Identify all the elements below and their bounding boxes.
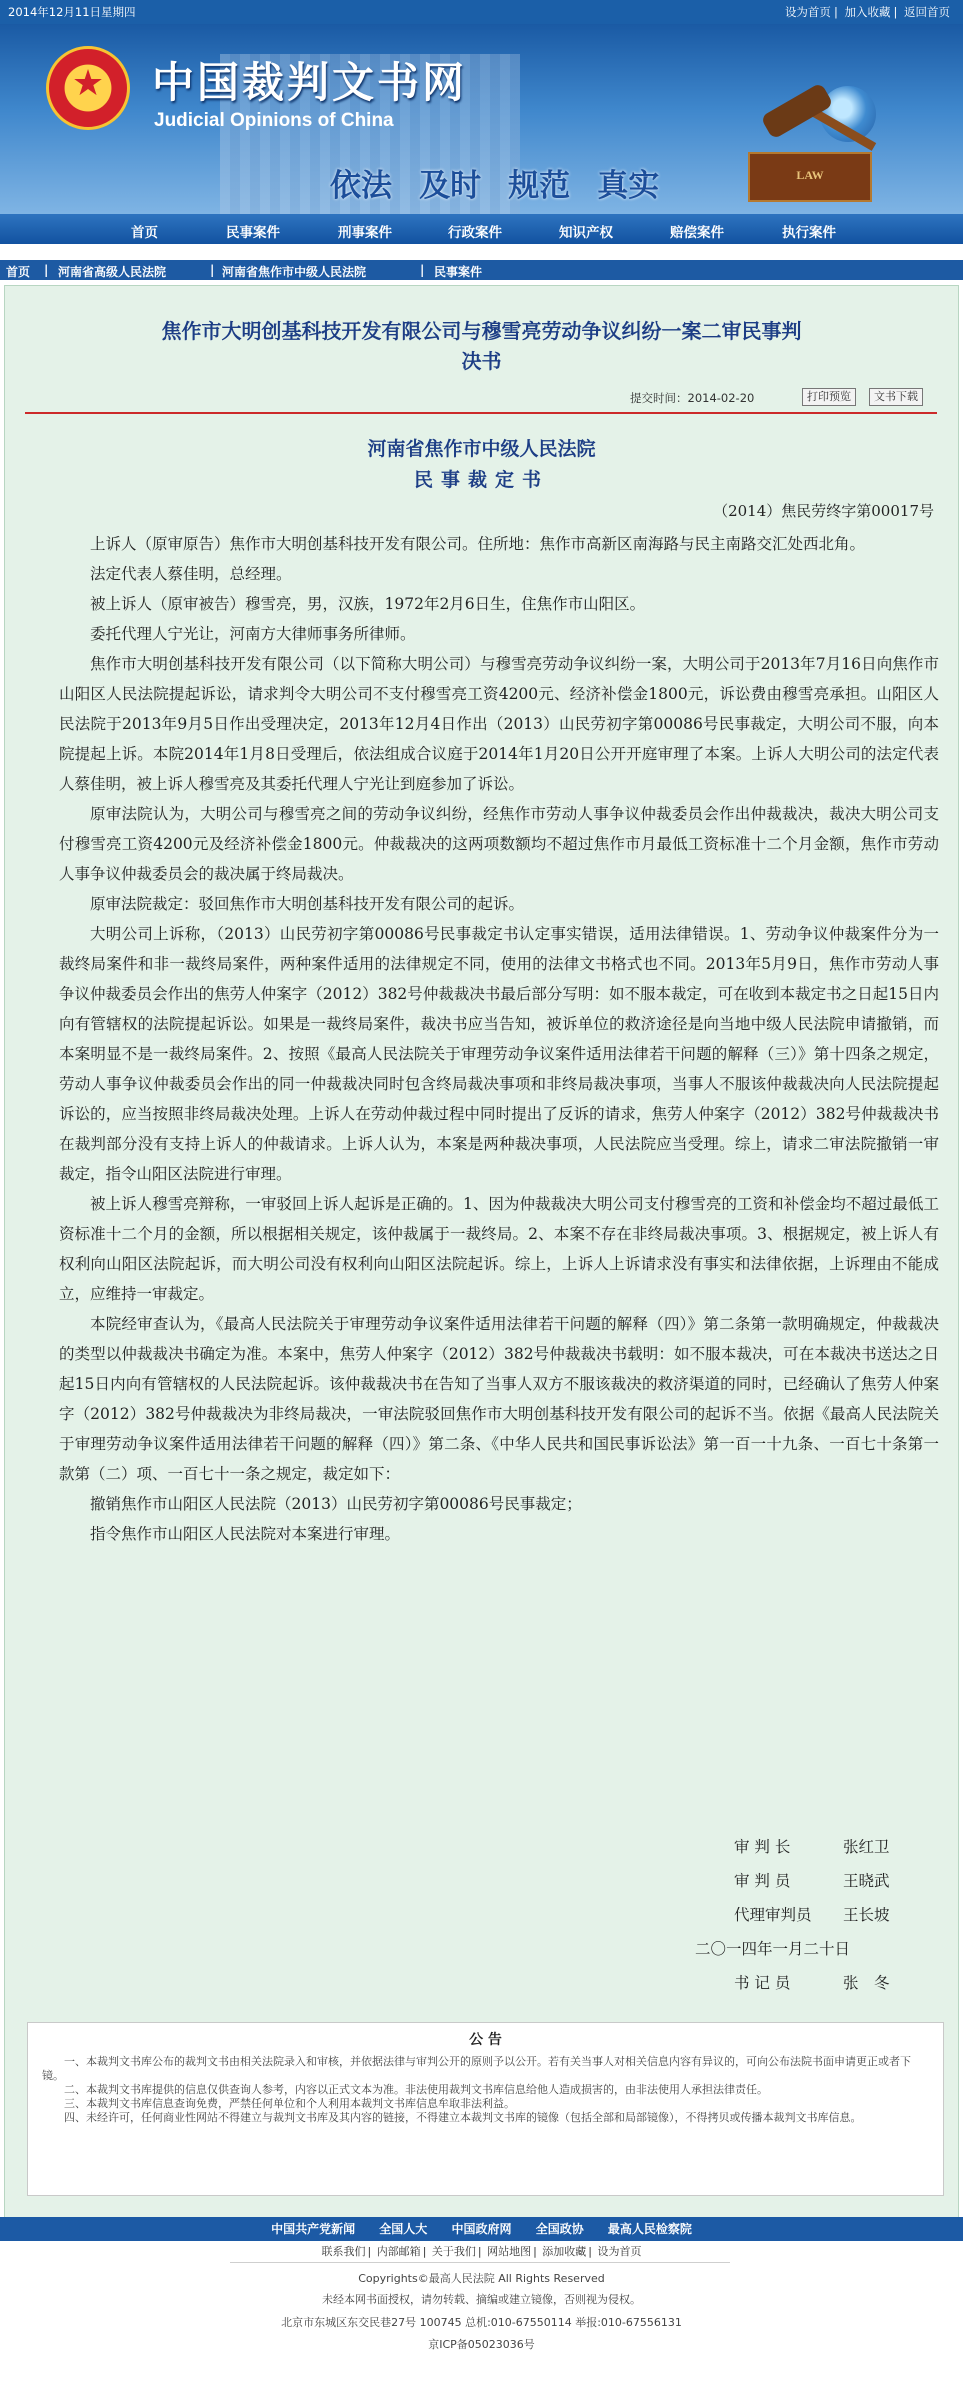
slogan-4: 真实: [597, 168, 660, 204]
download-button[interactable]: 文书下载: [869, 388, 923, 406]
about-link[interactable]: 关于我们: [431, 2245, 476, 2258]
document-meta: [25, 386, 938, 408]
breadcrumb-high-court[interactable]: 河南省高级人民法院: [58, 265, 167, 279]
notice-title: 公 告: [469, 2032, 502, 2048]
nav-execution[interactable]: 执行案件: [782, 225, 836, 241]
notice-item: 一、本裁判文书库公布的裁判文书由相关法院录入和审核，并依据法律与审判公开的原则予以公开。若有关当事人对相关信息内容有异议的，可向公布法院书面申请更正或者下镜。: [42, 2055, 911, 2082]
breadcrumb-home[interactable]: 首页: [6, 265, 31, 279]
add-favorite-link[interactable]: 加入收藏: [844, 5, 891, 19]
slogans: [330, 160, 681, 205]
law-book-label: LAW: [796, 168, 824, 182]
print-preview-button[interactable]: 打印预览: [802, 388, 856, 406]
signature-role: 书 记 员: [734, 1974, 791, 1992]
signature-name: 张 冬: [843, 1974, 890, 1992]
set-homepage-link[interactable]: 设为首页: [784, 5, 831, 19]
footer-link-cppcc[interactable]: 全国政协: [535, 2222, 584, 2236]
breadcrumb-intermediate-court[interactable]: 河南省焦作市中级人民法院: [222, 265, 367, 279]
paragraph: 委托代理人宁光让，河南方大律师事务所律师。: [90, 625, 416, 643]
judgment-date: 二〇一四年一月二十日: [695, 1940, 851, 1958]
document-title-line-2: 决书: [461, 349, 502, 373]
internal-mail-link[interactable]: 内部邮箱: [376, 2245, 421, 2258]
nav-home[interactable]: 首页: [131, 225, 158, 241]
document-body: [59, 529, 939, 1549]
paragraph: 被上诉人穆雪亮辩称，一审驳回上诉人起诉是正确的。1、因为仲裁裁决大明公司支付穆雪亮的工资和补偿金均不超过最低工资标准十二个月的金额，所以根据相关规定，该仲裁属于一裁终局。2、本案不存在非终局裁决事项。3、根据规定，被上诉人有权利向山阳区法院起诉，而大明公司没有权利向山阳区法院起诉。综上，上诉人上诉请求没有事实和法律依据，上诉理由不能成立，应维持一审裁定。: [59, 1195, 939, 1303]
paragraph: 法定代表人蔡佳明，总经理。: [90, 565, 292, 583]
breadcrumb: 首页 | 河南省高级人民法院 | 河南省焦作市中级人民法院 | 民事案件: [0, 260, 963, 280]
footer-link-cpc-news[interactable]: 中国共产党新闻: [271, 2222, 356, 2236]
nav-ip[interactable]: 知识产权: [559, 225, 613, 241]
document-title: [45, 316, 918, 376]
notice-item: 二、本裁判文书库提供的信息仅供查询人参考，内容以正式文本为准。非法使用裁判文书库信息给他人造成损害的，由非法使用人承担法律责任。: [64, 2083, 768, 2096]
court-name: 河南省焦作市中级人民法院: [367, 438, 596, 460]
add-favorite-footer-link[interactable]: 添加收藏: [542, 2245, 587, 2258]
law-book-icon: [748, 152, 872, 202]
paragraph: 焦作市大明创基科技开发有限公司（以下简称大明公司）与穆雪亮劳动争议纠纷一案，大明公司于2013年7月16日向焦作市山阳区人民法院提起诉讼，请求判令大明公司不支付穆雪亮工资4200元、经济补偿金1800元，诉讼费由穆雪亮承担。山阳区人民法院于2013年9月5日作出受理决定，2013年12月4日作出（2013）山民劳初字第00086号民事裁定，大明公司不服，向本院提起上诉。本院2014年1月8日受理后，依法组成合议庭于2014年1月20日公开开庭审理了本案。上诉人大明公司的法定代表人蔡佳明，被上诉人穆雪亮及其委托代理人宁光让到庭参加了诉讼。: [59, 655, 939, 793]
main-nav: [0, 214, 963, 244]
footer-nav: [0, 2217, 963, 2241]
paragraph: 本院经审查认为，《最高人民法院关于审理劳动争议案件适用法律若干问题的解释（四）》第二条第一款明确规定，仲裁裁决的类型以仲裁裁决书确定为准。本案中，焦劳人仲案字（2012）382号仲裁裁决书载明：如不服本裁决，可在本裁决书送达之日起15日内向有管辖权的人民法院起诉。该仲裁裁决书在告知了当事人双方不服该裁决的救济渠道的同时，已经确认了焦劳人仲案字（2012）382号仲裁裁决为非终局裁决，一审法院驳回焦作市大明创基科技开发有限公司的起诉不当。依据《最高人民法院关于审理劳动争议案件适用法律若干问题的解释（四）》第二条、《中华人民共和国民事诉讼法》第一百一十九条、一百七十条第一款第（二）项、一百七十一条之规定，裁定如下：: [59, 1315, 939, 1483]
nav-criminal[interactable]: 刑事案件: [338, 225, 392, 241]
top-links: 设为首页 | 加入收藏 | 返回首页: [784, 5, 950, 19]
slogan-1: 依法: [330, 168, 392, 204]
notice-body: [42, 2055, 927, 2125]
site-subtitle: Judicial Opinions of China: [154, 110, 394, 131]
footer-address: 北京市东城区东交民巷27号 100745 总机:010-67550114 举报:010-67556131: [281, 2316, 682, 2329]
footer-link-procuratorate[interactable]: 最高人民检察院: [607, 2222, 692, 2236]
footer-license: 未经本网书面授权，请勿转载、摘编或建立镜像，否则视为侵权。: [322, 2293, 641, 2306]
slogan-3: 规范: [508, 168, 571, 204]
notice-item: 四、未经许可，任何商业性网站不得建立与裁判文书库及其内容的链接，不得建立本裁判文书库的镜像（包括全部和局部镜像），不得拷贝或传播本裁判文书库信息。: [64, 2111, 862, 2124]
current-date: 2014年12月11日星期四: [8, 5, 136, 19]
paragraph: 指令焦作市山阳区人民法院对本案进行审理。: [90, 1525, 401, 1543]
case-number: （2014）焦民劳终字第00017号: [713, 502, 934, 520]
footer-link-gov[interactable]: 中国政府网: [451, 2222, 512, 2236]
paragraph: 原审法院认为，大明公司与穆雪亮之间的劳动争议纠纷，经焦作市劳动人事争议仲裁委员会作出仲裁裁决，裁决大明公司支付穆雪亮工资4200元及经济补偿金1800元。仲裁裁决的这两项数额均不超过焦作市月最低工资标准十二个月金额，焦作市劳动人事争议仲裁委员会的裁决属于终局裁决。: [59, 805, 939, 883]
signature-role: 代理审判员: [734, 1906, 812, 1924]
footer-icp[interactable]: 京ICP备05023036号: [428, 2338, 535, 2351]
signature-name: 王晓武: [843, 1872, 890, 1890]
nav-compensation[interactable]: 赔偿案件: [670, 225, 724, 241]
footer-copyright: Copyrights©最高人民法院 All Rights Reserved: [358, 2272, 605, 2285]
footer-links: 联系我们 | 内部邮箱 | 关于我们 | 网站地图 | 添加收藏 | 设为首页: [321, 2245, 642, 2258]
site-banner: [0, 24, 963, 214]
footer-divider: [230, 2262, 730, 2263]
signature-role: 审 判 员: [734, 1872, 791, 1890]
nav-civil[interactable]: 民事案件: [226, 225, 280, 241]
document-type: 民事裁定书: [413, 469, 549, 491]
notice-item: 三、本裁判文书库信息查询免费，严禁任何单位和个人利用本裁判文书库信息牟取非法利益。: [64, 2097, 515, 2110]
submit-time: 提交时间：2014-02-20: [630, 391, 755, 405]
paragraph: 大明公司上诉称，（2013）山民劳初字第00086号民事裁定书认定事实错误，适用法律错误。1、劳动争议仲裁案件分为一裁终局案件和非一裁终局案件，两种案件适用的法律规定不同，使用的法律文书格式也不同。2013年5月9日，焦作市劳动人事争议仲裁委员会作出的焦劳人仲案字（2012）382号仲裁裁决书最后部分写明：如不服本裁定，可在收到本裁定书之日起15日内向有管辖权的法院提起诉讼。如果是一裁终局案件，裁决书应当告知，被诉单位的救济途径是向当地中级人民法院申请撤销，而本案明显不是一裁终局案件。2、按照《最高人民法院关于审理劳动争议案件适用法律若干问题的解释（三）》第十四条之规定，劳动人事争议仲裁委员会作出的同一仲裁裁决同时包含终局裁决事项和非终局裁决事项，当事人不服该仲裁裁决向人民法院提起诉讼的，应当按照非终局裁决处理。上诉人在劳动仲裁过程中同时提出了反诉的请求，焦劳人仲案字（2012）382号仲裁裁决书在裁判部分没有支持上诉人的仲裁请求。上诉人认为，本案是两种裁决事项，人民法院应当受理。综上，请求二审法院撤销一审裁定，指令山阳区法院进行审理。: [59, 925, 939, 1183]
slogan-2: 及时: [419, 168, 482, 204]
sitemap-link[interactable]: 网站地图: [487, 2245, 532, 2258]
paragraph: 原审法院裁定：驳回焦作市大明创基科技开发有限公司的起诉。: [90, 895, 525, 913]
breadcrumb-category[interactable]: 民事案件: [434, 265, 483, 279]
set-homepage-footer-link[interactable]: 设为首页: [597, 2245, 642, 2258]
paragraph: 上诉人（原审原告）焦作市大明创基科技开发有限公司。住所地：焦作市高新区南海路与民主南路交汇处西北角。: [90, 535, 866, 553]
gavel-icon: [760, 82, 834, 140]
signature-role: 审 判 长: [734, 1838, 791, 1856]
paragraph: 被上诉人（原审被告）穆雪亮，男，汉族，1972年2月6日生，住焦作市山阳区。: [90, 595, 646, 613]
national-emblem-icon: ★: [46, 46, 130, 130]
back-home-link[interactable]: 返回首页: [904, 5, 950, 19]
title-divider: [25, 412, 937, 414]
signature-name: 张红卫: [843, 1838, 890, 1856]
site-title[interactable]: 中国裁判文书网: [152, 58, 468, 107]
signature-name: 王长坡: [843, 1906, 890, 1924]
notice-box: [27, 2022, 944, 2196]
contact-link[interactable]: 联系我们: [321, 2245, 366, 2258]
paragraph: 撤销焦作市山阳区人民法院（2013）山民劳初字第00086号民事裁定；: [90, 1495, 582, 1513]
document-panel: [4, 285, 959, 2218]
nav-administrative[interactable]: 行政案件: [448, 225, 502, 241]
footer-link-npc[interactable]: 全国人大: [379, 2222, 428, 2236]
top-bar: [0, 0, 963, 24]
document-title-line-1: 焦作市大明创基科技开发有限公司与穆雪亮劳动争议纠纷一案二审民事判: [161, 319, 802, 343]
